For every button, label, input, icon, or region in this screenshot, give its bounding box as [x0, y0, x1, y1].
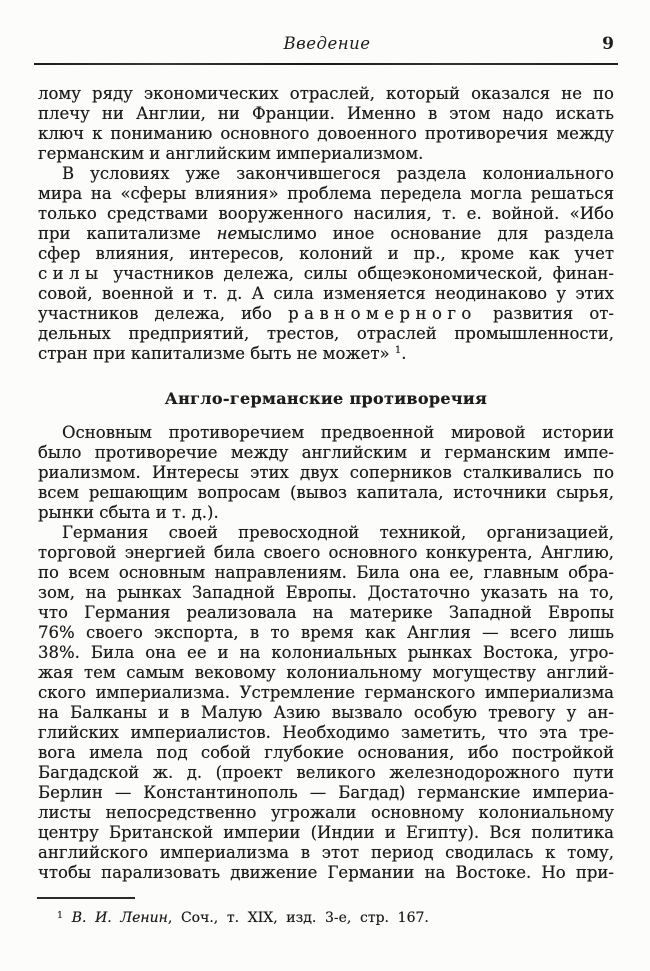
text-segment: лому ряду экономических отраслей, который оказался не по	[38, 84, 614, 103]
paragraph	[38, 423, 614, 523]
text-segment: торговой энергией била своего основного конкурента, Англию,	[38, 543, 614, 562]
text-segment: английского империализма в этот период сводилась к тому,	[38, 843, 614, 862]
text-segment: было противоречие между английским и германским импе-	[38, 443, 614, 462]
text-line	[38, 783, 614, 803]
text-segment: ключ к пониманию основного довоенного противоречия между	[38, 124, 614, 143]
text-line	[38, 723, 614, 743]
running-header	[38, 34, 616, 58]
text-line	[38, 823, 614, 843]
text-segment: рынки сбыта и т. д.).	[38, 503, 219, 522]
text-segment: Основным противоречием предвоенной мировой истории	[62, 423, 614, 442]
text-line	[38, 104, 614, 124]
text-line	[38, 583, 614, 603]
text-segment: стран при капитализме быть не может»	[38, 344, 395, 363]
text-line	[38, 144, 614, 164]
text-line	[38, 643, 614, 663]
footnote-marker: 1	[394, 345, 402, 356]
text-segment: равномерного	[288, 304, 477, 323]
text-segment: при капитализме	[38, 224, 217, 243]
text-block	[38, 84, 614, 883]
text-segment: всем решающим вопросам (вывоз капитала, источники сырья,	[38, 483, 614, 502]
footnote-rule	[37, 897, 135, 899]
text-line	[38, 603, 614, 623]
text-line	[38, 304, 614, 324]
paragraph	[38, 164, 614, 364]
section-heading: Англо-германские противоречия	[164, 389, 488, 408]
header-rule	[34, 63, 618, 65]
text-line	[38, 623, 614, 643]
page-number: 9	[602, 34, 614, 54]
text-segment: силы	[38, 264, 104, 283]
text-line	[38, 503, 614, 523]
text-line	[38, 683, 614, 703]
text-line	[38, 84, 614, 104]
text-line	[38, 743, 614, 763]
text-line	[38, 344, 614, 364]
text-line	[38, 264, 614, 284]
text-line	[38, 324, 614, 344]
text-segment: В условиях уже закончившегося раздела колониального	[62, 164, 614, 183]
text-segment: жая тем самым вековому колониальному могуществу англий-	[38, 663, 614, 682]
text-segment: германским и английским империализмом.	[38, 144, 424, 163]
text-line	[38, 563, 614, 583]
text-segment: В. И. Ленин	[71, 910, 168, 926]
text-segment: ского империализма. Устремление германского империализма	[38, 683, 614, 702]
text-segment: листы непосредственно угрожали основному колониальному	[38, 803, 614, 822]
text-segment: чтобы парализовать движение Германии на Востоке. Но при-	[38, 863, 614, 882]
text-segment: участников дележа, силы общеэкономической, финан-	[103, 264, 614, 283]
text-segment: мира на «сферы влияния» проблема передела могла решаться	[38, 184, 614, 203]
text-segment: что Германия реализовала на материке Западной Европы	[38, 603, 614, 622]
text-line	[38, 124, 614, 144]
text-line	[38, 863, 614, 883]
text-line	[38, 663, 614, 683]
text-line	[38, 703, 614, 723]
text-segment: Берлин — Константинополь — Багдад) германские империа-	[38, 783, 614, 802]
text-segment: Германия своей превосходной техникой, организацией,	[62, 523, 614, 542]
text-line	[38, 204, 614, 224]
text-segment: плечу ни Англии, ни Франции. Именно в этом надо искать	[38, 104, 614, 123]
text-line	[38, 483, 614, 503]
text-segment: глийских империалистов. Необходимо заметить, что эта тре-	[38, 723, 614, 742]
paragraph	[38, 84, 614, 164]
text-line	[38, 184, 614, 204]
text-segment: только средствами вооруженного насилия, т. е. войной. «Ибо	[38, 204, 614, 223]
text-line	[38, 164, 614, 184]
text-segment: , Соч., т. XIX, изд. 3-е, стр. 167.	[167, 910, 429, 926]
text-segment: центру Британской империи (Индии и Египту). Вся политика	[38, 823, 614, 842]
text-segment: зом, на рынках Западной Европы. Достаточно указать на то,	[38, 583, 614, 602]
text-segment: на Балканы и в Малую Азию вызвало особую тревогу у ан-	[38, 703, 614, 722]
text-segment: риализмом. Интересы этих двух соперников сталкивались по	[38, 463, 614, 482]
text-segment: вога имела под собой глубокие основания, ибо постройкой	[38, 743, 614, 762]
text-segment: Багдадской ж. д. (проект великого железнодорожного пути	[38, 763, 614, 782]
text-segment: 76% своего экспорта, в то время как Англия — всего лишь	[38, 623, 614, 642]
text-segment: мыслимо иное основание для раздела	[237, 224, 614, 243]
text-segment: участников дележа, ибо	[38, 304, 289, 323]
text-line	[38, 543, 614, 563]
text-segment: .	[401, 344, 407, 363]
paragraph	[38, 523, 614, 883]
text-line	[38, 284, 614, 304]
text-segment: не	[216, 224, 238, 243]
text-line	[38, 224, 614, 244]
text-line	[38, 763, 614, 783]
footnote-text	[38, 909, 614, 927]
text-line	[38, 443, 614, 463]
text-segment	[63, 910, 72, 926]
text-segment: совой, военной и т. д. А сила изменяется неодинаково у этих	[38, 284, 614, 303]
text-line	[38, 244, 614, 264]
text-segment: сфер влияния, интересов, колоний и пр., кроме как учет	[38, 244, 614, 263]
text-line	[38, 463, 614, 483]
text-line	[38, 423, 614, 443]
text-segment: развития от-	[476, 304, 614, 323]
text-line	[38, 843, 614, 863]
text-line	[38, 523, 614, 543]
text-segment: дельных предприятий, трестов, отраслей промышленности,	[38, 324, 614, 343]
text-line	[38, 803, 614, 823]
footnote-marker: 1	[57, 910, 64, 921]
text-segment: по всем основным направлениям. Била она ее, главным обра-	[38, 563, 614, 582]
text-segment: 38%. Била она ее и на колониальных рынках Востока, угро-	[38, 643, 614, 662]
running-title: Введение	[283, 34, 371, 53]
